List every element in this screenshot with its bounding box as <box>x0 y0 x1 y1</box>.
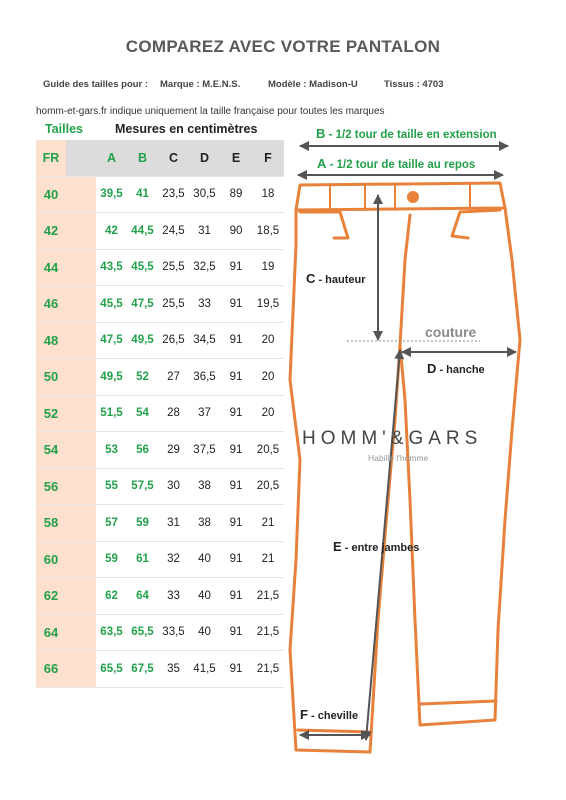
measure-cell: 21 <box>252 541 284 578</box>
measure-cell: 20,5 <box>252 432 284 469</box>
measure-cell: 28 <box>158 395 189 432</box>
measure-cell: 20 <box>252 395 284 432</box>
measure-cell: 51,5 <box>96 395 127 432</box>
measure-cell: 25,5 <box>158 286 189 323</box>
tailles-label: Tailles <box>45 122 83 136</box>
size-note: homm-et-gars.fr indique uniquement la taille française pour toutes les marques <box>36 106 385 117</box>
measure-cell: 91 <box>220 322 252 359</box>
guide-tissus: Tissus : 4703 <box>384 79 444 90</box>
measure-cell: 91 <box>220 614 252 651</box>
measure-cell: 52 <box>127 359 158 396</box>
page-title: COMPAREZ AVEC VOTRE PANTALON <box>125 37 441 56</box>
measure-cell: 40 <box>189 578 220 615</box>
measure-cell: 21,5 <box>252 614 284 651</box>
size-fr-cell: 50 <box>36 359 66 396</box>
measure-cell: 42 <box>96 213 127 250</box>
measure-cell: 55 <box>96 468 127 505</box>
measure-cell: 19 <box>252 249 284 286</box>
measure-cell: 30,5 <box>189 176 220 213</box>
measure-d-label: D - hanche <box>427 361 485 376</box>
brand-logo: HOMM'&GARS <box>302 428 483 449</box>
measure-cell: 20 <box>252 359 284 396</box>
measure-cell: 18 <box>252 176 284 213</box>
measure-a-label: A - 1/2 tour de taille au repos <box>317 156 476 171</box>
measure-cell: 45,5 <box>96 286 127 323</box>
measure-cell: 49,5 <box>127 322 158 359</box>
measure-cell: 91 <box>220 541 252 578</box>
size-fr-cell: 62 <box>36 578 66 615</box>
size-fr-cell: 42 <box>36 213 66 250</box>
measure-cell: 20 <box>252 322 284 359</box>
measure-cell: 44,5 <box>127 213 158 250</box>
measure-cell: 91 <box>220 505 252 542</box>
measure-cell: C <box>158 140 189 176</box>
measure-c-label: C - hauteur <box>306 271 366 286</box>
measure-cell: 49,5 <box>96 359 127 396</box>
measure-cell: 59 <box>127 505 158 542</box>
measure-cell: 89 <box>220 176 252 213</box>
size-fr-cell: 66 <box>36 651 66 688</box>
measure-cell: 62 <box>96 578 127 615</box>
measure-cell: 27 <box>158 359 189 396</box>
measure-cell: 32,5 <box>189 249 220 286</box>
measure-cell: 63,5 <box>96 614 127 651</box>
measure-cell: 47,5 <box>127 286 158 323</box>
measure-cell: 38 <box>189 505 220 542</box>
measure-cell: 91 <box>220 359 252 396</box>
measure-cell: E <box>220 140 252 176</box>
measure-cell: 32 <box>158 541 189 578</box>
measure-cell: A <box>96 140 127 176</box>
couture-label: couture <box>425 324 477 340</box>
measure-cell: 35 <box>158 651 189 688</box>
measure-cell: 91 <box>220 286 252 323</box>
measure-cell: 21,5 <box>252 651 284 688</box>
measure-cell: 36,5 <box>189 359 220 396</box>
measure-f-label: F - cheville <box>300 707 359 722</box>
measure-cell: 34,5 <box>189 322 220 359</box>
measure-cell: 43,5 <box>96 249 127 286</box>
measure-cell: 91 <box>220 395 252 432</box>
measure-cell: 37,5 <box>189 432 220 469</box>
measure-cell: 91 <box>220 249 252 286</box>
measure-cell: 40 <box>189 541 220 578</box>
measure-cell: 29 <box>158 432 189 469</box>
measure-cell: 33 <box>158 578 189 615</box>
size-fr-cell: 60 <box>36 541 66 578</box>
guide-label: Guide des tailles pour : <box>43 79 149 90</box>
measure-cell: 64 <box>127 578 158 615</box>
measure-cell: 38 <box>189 468 220 505</box>
measure-cell: 57 <box>96 505 127 542</box>
measure-cell: 26,5 <box>158 322 189 359</box>
measure-cell: 53 <box>96 432 127 469</box>
measure-cell: 37 <box>189 395 220 432</box>
measure-cell: B <box>127 140 158 176</box>
measure-cell: 41,5 <box>189 651 220 688</box>
measure-cell: 33 <box>189 286 220 323</box>
measure-b-label: B - 1/2 tour de taille en extension <box>316 126 497 141</box>
measure-cell: 33,5 <box>158 614 189 651</box>
size-fr-cell: 56 <box>36 468 66 505</box>
measure-cell: 47,5 <box>96 322 127 359</box>
brand-tagline: Habille l'homme <box>368 453 429 463</box>
measure-cell: 41 <box>127 176 158 213</box>
guide-modele: Modèle : Madison-U <box>268 79 358 90</box>
size-fr-cell: 48 <box>36 322 66 359</box>
size-fr-cell: 58 <box>36 505 66 542</box>
measure-cell: D <box>189 140 220 176</box>
measure-cell: 40 <box>189 614 220 651</box>
measure-cell: 91 <box>220 432 252 469</box>
measure-cell: 91 <box>220 578 252 615</box>
measure-cell: 19,5 <box>252 286 284 323</box>
measure-cell: 54 <box>127 395 158 432</box>
measure-cell: F <box>252 140 284 176</box>
size-fr-cell: 54 <box>36 432 66 469</box>
measure-cell: 30 <box>158 468 189 505</box>
guide-marque: Marque : M.E.N.S. <box>160 79 241 90</box>
measure-cell: 21 <box>252 505 284 542</box>
measure-cell: 31 <box>189 213 220 250</box>
measure-cell: 56 <box>127 432 158 469</box>
measure-cell: 39,5 <box>96 176 127 213</box>
measure-e-label: E - entre jambes <box>333 539 420 554</box>
size-fr-cell: 46 <box>36 286 66 323</box>
measure-cell: 18,5 <box>252 213 284 250</box>
measure-cell: 23,5 <box>158 176 189 213</box>
size-fr-cell: 64 <box>36 614 66 651</box>
button-icon <box>407 191 419 203</box>
measure-cell: 24,5 <box>158 213 189 250</box>
measure-cell: 21,5 <box>252 578 284 615</box>
measure-cell: 57,5 <box>127 468 158 505</box>
size-fr-cell: FR <box>36 140 66 176</box>
mesures-label: Mesures en centimètres <box>115 122 258 136</box>
pants-outline <box>290 183 520 752</box>
size-fr-cell: 52 <box>36 395 66 432</box>
measure-cell: 20,5 <box>252 468 284 505</box>
measure-cell: 59 <box>96 541 127 578</box>
size-fr-cell: 40 <box>36 176 66 213</box>
measure-cell: 91 <box>220 468 252 505</box>
measure-cell: 91 <box>220 651 252 688</box>
size-fr-cell: 44 <box>36 249 66 286</box>
measure-cell: 31 <box>158 505 189 542</box>
measure-cell: 45,5 <box>127 249 158 286</box>
measure-cell: 61 <box>127 541 158 578</box>
measure-cell: 65,5 <box>127 614 158 651</box>
measure-cell: 65,5 <box>96 651 127 688</box>
measure-cell: 67,5 <box>127 651 158 688</box>
measure-cell: 90 <box>220 213 252 250</box>
measure-cell: 25,5 <box>158 249 189 286</box>
